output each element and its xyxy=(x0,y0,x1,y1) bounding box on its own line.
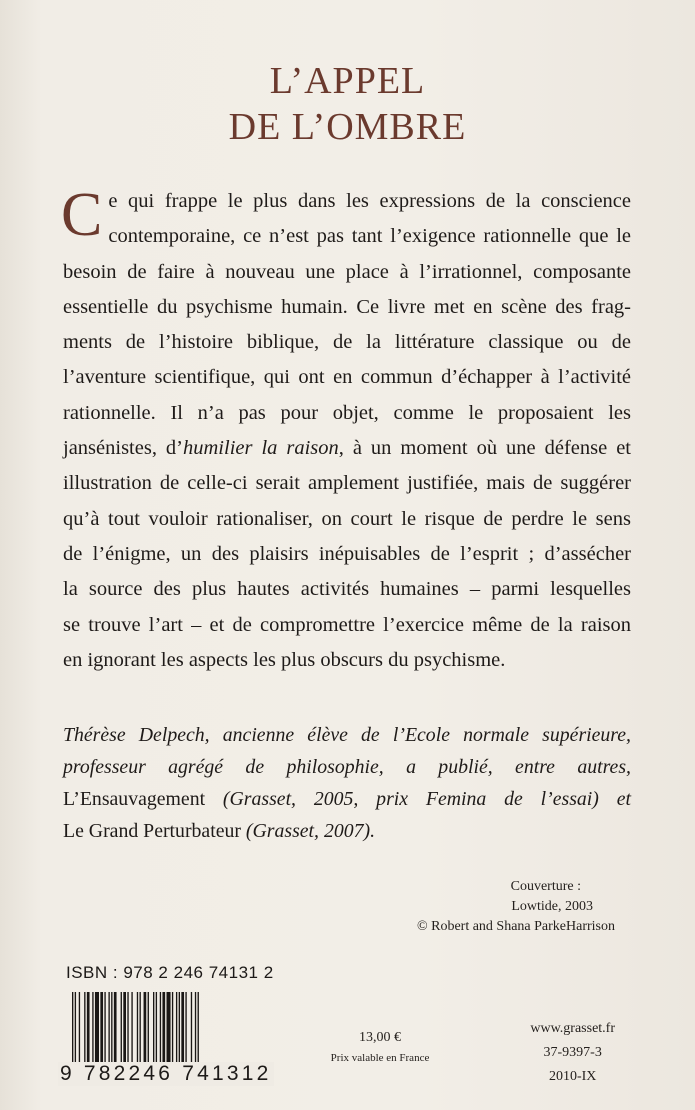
blurb-line-mixed xyxy=(63,431,631,466)
publisher-info xyxy=(530,1017,615,1089)
barcode-bar xyxy=(198,992,199,1072)
blurb-line: en ignorant les aspects les plus obscurs du psychisme. xyxy=(63,648,506,671)
barcode-bar xyxy=(137,992,138,1072)
blurb-line: illustration de celle-ci serait amplement justifiée, mais de suggérer xyxy=(63,472,631,495)
bio-line: professeur agrégé de philosophie, a publié, entre autres, xyxy=(63,756,631,778)
barcode-bar xyxy=(185,992,186,1072)
cover-work: Lowtide, 2003 xyxy=(511,899,593,914)
blurb-italic-quote: humilier la raison xyxy=(183,437,339,460)
barcode-bar xyxy=(195,992,196,1072)
publisher-code: 37-9397-3 xyxy=(543,1045,602,1060)
cover-label: Couverture : xyxy=(510,879,581,894)
barcode-bar xyxy=(172,992,173,1072)
barcode-bar xyxy=(156,992,157,1072)
book-note: (Grasset, 2007). xyxy=(240,820,376,842)
barcode-bar xyxy=(121,992,122,1072)
barcode-bar xyxy=(191,992,192,1072)
barcode-bar xyxy=(127,992,128,1072)
publisher-edition: 2010-IX xyxy=(548,1069,597,1084)
barcode-bar xyxy=(75,992,76,1072)
book-title-grand-perturbateur: Le Grand Perturbateur xyxy=(63,820,241,842)
blurb-line: ments de l’histoire biblique, de la littérature classique ou de xyxy=(63,331,631,354)
barcode-bar xyxy=(167,992,171,1072)
barcode-digits: 9 782246 741312 xyxy=(60,1062,272,1085)
barcode-bar xyxy=(72,992,73,1072)
price-note: Prix valable en France xyxy=(330,1052,430,1064)
blurb-text: jansénistes, d’ xyxy=(63,437,183,460)
bio-line: Thérèse Delpech, ancienne élève de l’Ecole normale supérieure, xyxy=(63,724,631,746)
barcode-bar xyxy=(176,992,177,1072)
cover-credits xyxy=(417,877,615,937)
barcode xyxy=(72,992,244,1072)
author-bio xyxy=(63,719,631,847)
bio-books-line-2 xyxy=(63,815,631,847)
barcode-bar xyxy=(144,992,147,1072)
blurb-text: , à un moment où une défense et xyxy=(338,437,631,460)
barcode-bar xyxy=(108,992,109,1072)
barcode-bar xyxy=(100,992,103,1072)
isbn: ISBN : 978 2 246 74131 2 xyxy=(66,963,274,982)
barcode-bar xyxy=(87,992,90,1072)
publisher-website: www.grasset.fr xyxy=(530,1021,615,1036)
barcode-bar xyxy=(140,992,141,1072)
title-line-2: DE L’OMBRE xyxy=(228,106,467,148)
barcode-bar xyxy=(148,992,149,1072)
barcode-bar xyxy=(181,992,184,1072)
barcode-bar xyxy=(79,992,80,1072)
blurb-line: essentielle du psychisme humain. Ce livre met en scène des frag- xyxy=(63,295,631,318)
barcode-bar xyxy=(123,992,126,1072)
barcode-bar xyxy=(84,992,85,1072)
price: 13,00 € xyxy=(359,1030,401,1045)
blurb-line: de l’énigme, un des plaisirs inépuisables de l’esprit ; d’assécher xyxy=(63,542,631,565)
barcode-bar xyxy=(114,992,117,1072)
bio-books-line-1 xyxy=(63,783,631,815)
blurb-line: contemporaine, ce n’est pas tant l’exigence rationnelle que le xyxy=(108,225,631,248)
blurb-line: besoin de faire à nouveau une place à l’irrationnel, composante xyxy=(63,260,631,283)
book-note: (Grasset, 2005, prix Femina de l’essai) et xyxy=(205,788,631,810)
back-cover-blurb xyxy=(61,181,631,678)
barcode-bar xyxy=(162,992,165,1072)
barcode-bar xyxy=(92,992,93,1072)
blurb-line: se trouve l’art – et de compromettre l’exercice même de la raison xyxy=(63,613,631,636)
barcode-bar xyxy=(153,992,154,1072)
book-title-ensauvagement: L’Ensauvagement xyxy=(63,788,206,810)
blurb-line: la source des plus hautes activités humaines – parmi lesquelles xyxy=(63,578,631,601)
title-line-1: L’APPEL xyxy=(269,60,426,102)
barcode-bar xyxy=(160,992,161,1072)
blurb-line: rationnelle. Il n’a pas pour objet, comme le proposaient les xyxy=(63,401,631,424)
book-title xyxy=(0,58,695,150)
drop-cap: C xyxy=(61,181,103,249)
blurb-line: e qui frappe le plus dans les expressions de la conscience xyxy=(108,190,631,212)
barcode-bar xyxy=(111,992,112,1072)
barcode-bar xyxy=(104,992,105,1072)
barcode-bar xyxy=(131,992,132,1072)
barcode-bar xyxy=(179,992,180,1072)
blurb-line: qu’à tout vouloir rationaliser, on court le risque de perdre le sens xyxy=(63,507,631,530)
blurb-line: l’aventure scientifique, qui ont en commun d’échapper à l’activité xyxy=(63,366,631,389)
barcode-bar xyxy=(95,992,99,1072)
cover-copyright: © Robert and Shana ParkeHarrison xyxy=(416,919,615,934)
